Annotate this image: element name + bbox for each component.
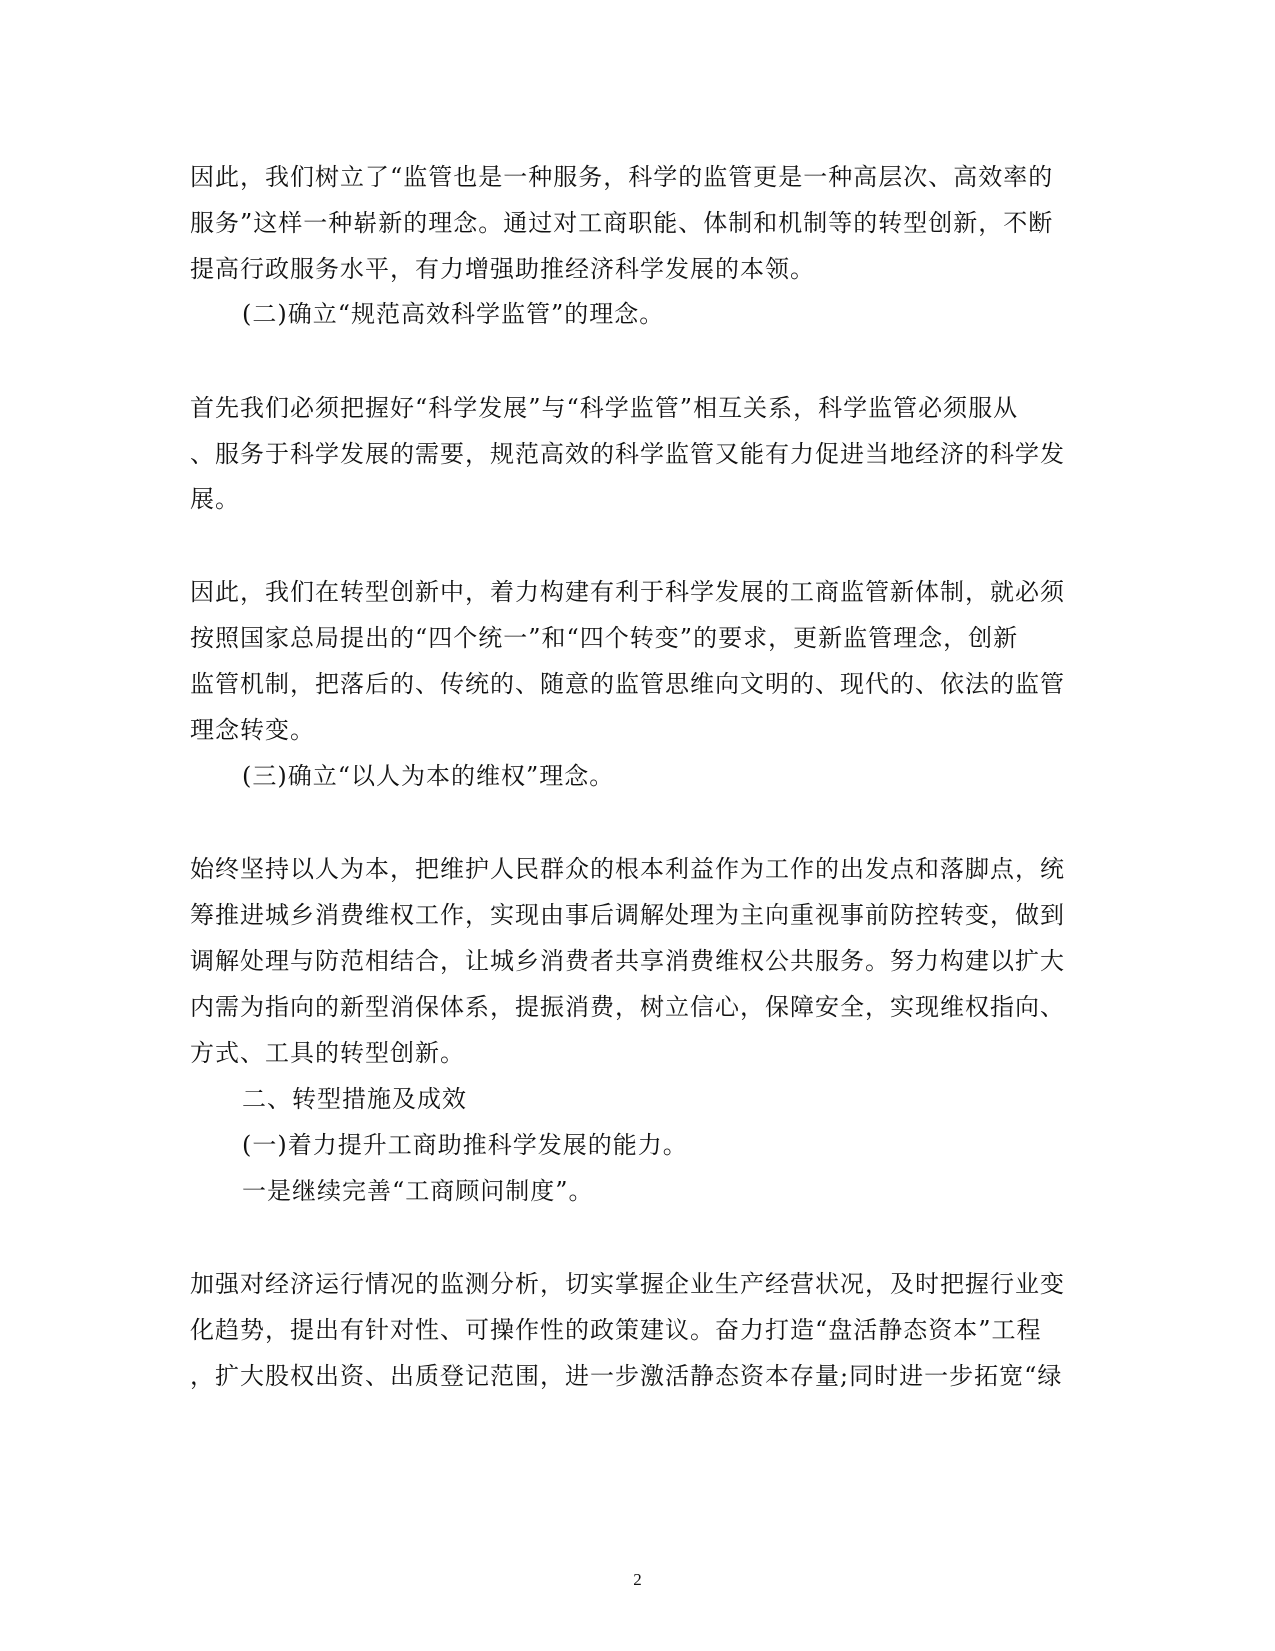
text-line: 方式、工具的转型创新。 — [190, 1039, 465, 1067]
text-line: 、服务于科学发展的需要，规范高效的科学监管又能有力促进当地经济的科学发 — [190, 440, 1065, 468]
page-number: 2 — [633, 1570, 642, 1589]
section-heading: 二、转型措施及成效 — [242, 1085, 467, 1113]
text-line: 服务”这样一种崭新的理念。通过对工商职能、体制和机制等的转型创新，不断 — [190, 209, 1054, 237]
text-line: 化趋势，提出有针对性、可操作性的政策建议。奋力打造“盘活静态资本”工程 — [190, 1316, 1042, 1344]
section-heading: (二)确立“规范高效科学监管”的理念。 — [242, 300, 665, 328]
text-line: 内需为指向的新型消保体系，提振消费，树立信心，保障安全，实现维权指向、 — [190, 993, 1065, 1021]
text-line: 首先我们必须把握好“科学发展”与“科学监管”相互关系，科学监管必须服从 — [190, 394, 1019, 422]
text-line: 展。 — [190, 485, 240, 513]
text-line: 提高行政服务水平，有力增强助推经济科学发展的本领。 — [190, 255, 815, 283]
text-line: 加强对经济运行情况的监测分析，切实掌握企业生产经营状况，及时把握行业变 — [190, 1270, 1065, 1298]
text-line: 因此，我们树立了“监管也是一种服务，科学的监管更是一种高层次、高效率的 — [190, 163, 1054, 191]
text-line: 调解处理与防范相结合，让城乡消费者共享消费维权公共服务。努力构建以扩大 — [190, 947, 1065, 975]
text-line: 一是继续完善“工商顾问制度”。 — [242, 1177, 594, 1205]
subsection-heading: (一)着力提升工商助推科学发展的能力。 — [242, 1131, 688, 1159]
text-line: 监管机制，把落后的、传统的、随意的监管思维向文明的、现代的、依法的监管 — [190, 670, 1065, 698]
text-line: 因此，我们在转型创新中，着力构建有利于科学发展的工商监管新体制，就必须 — [190, 578, 1065, 606]
section-heading: (三)确立“以人为本的维权”理念。 — [242, 762, 615, 790]
text-line: ，扩大股权出资、出质登记范围，进一步激活静态资本存量;同时进一步拓宽“绿 — [190, 1362, 1063, 1390]
text-line: 按照国家总局提出的“四个统一”和“四个转变”的要求，更新监管理念，创新 — [190, 624, 1019, 652]
text-line: 筹推进城乡消费维权工作，实现由事后调解处理为主向重视事前防控转变，做到 — [190, 901, 1065, 929]
text-line: 理念转变。 — [190, 716, 315, 744]
text-line: 始终坚持以人为本，把维护人民群众的根本利益作为工作的出发点和落脚点，统 — [190, 855, 1065, 883]
